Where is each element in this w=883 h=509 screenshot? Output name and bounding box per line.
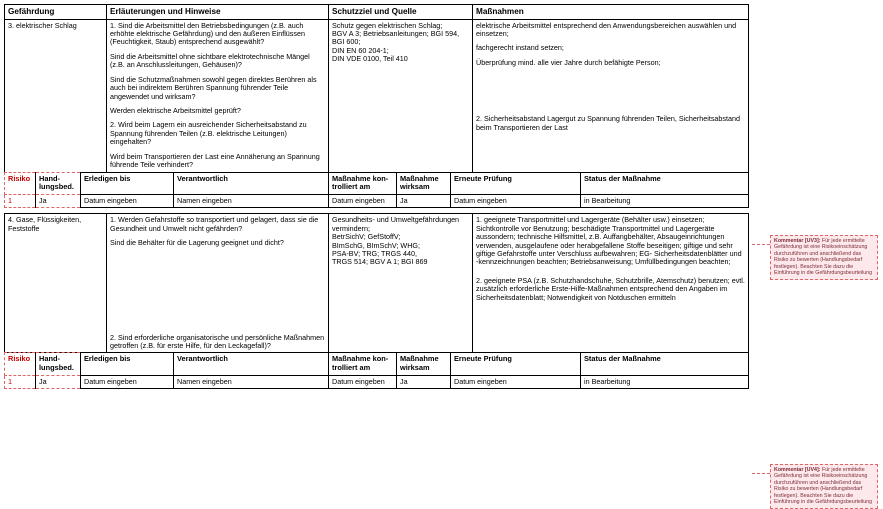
note-paragraph: 2. Wird beim Lagern ein ausreichender Sicherheitsabstand zu Spannung führenden Teilen (z.B. elektrische Leitungen) eingehalten? — [110, 120, 307, 147]
hazard-cell — [5, 214, 107, 353]
action-need-value[interactable]: Ja — [36, 194, 81, 207]
measure-effective-label: Maßnahme wirksam — [397, 172, 451, 194]
recheck-value[interactable]: Datum eingeben — [451, 375, 581, 388]
note-paragraph: Werden elektrische Arbeitsmittel geprüft? — [110, 105, 241, 115]
header-protection: Schutzziel und Quelle — [329, 5, 473, 20]
recheck-label: Erneute Prüfung — [451, 172, 581, 194]
document-page — [0, 4, 883, 508]
measure-effective-value[interactable]: Ja — [397, 375, 451, 388]
done-by-label: Erledigen bis — [81, 353, 174, 375]
measure-checked-label: Maßnahme kon- trolliert am — [329, 353, 397, 375]
measures-cell — [473, 214, 749, 353]
measures-cell — [473, 19, 749, 172]
action-need-label: Hand- lungsbed. — [36, 172, 81, 194]
risk-value-row — [5, 194, 749, 207]
measure-paragraph: elektrische Arbeitsmittel entsprechend den Anwendungsbereichen auswählen und einsetzen; — [476, 20, 737, 39]
risk-subtable-2 — [4, 352, 749, 389]
hazard-title: 3. elektrischer Schlag — [8, 20, 77, 30]
measure-checked-value[interactable]: Datum eingeben — [329, 375, 397, 388]
measure-paragraph: 2. Sicherheitsabstand Lagergut zu Spannung führenden Teilen, Sicherheitsabstand beim Transportieren der Last — [476, 114, 740, 132]
hazard-title: 4. Gase, Flüssigkeiten, Feststoffe — [8, 215, 82, 233]
note-paragraph: Sind die Arbeitsmittel ohne sichtbare elektrotechnische Mängel (z.B. an Anschlussleitungen, Gehäusen)? — [110, 51, 310, 70]
protection-line: TRGS 514; BGV A 1; BGI 869 — [332, 257, 428, 267]
protection-line: BGV A 3; Betriebsanleitungen; BGI 594, BGI 600; — [332, 29, 460, 47]
measure-paragraph: fachgerecht instand setzen; — [476, 43, 564, 53]
measure-paragraph: 2. geeignete PSA (z.B. Schutzhandschuhe, Schutzbrille, Atemschutz) benutzen; evtl. zusätzlich erforderliche Erste-Hilfe-Maßnahmen entsprechend den Angaben im Sicherheitsdatenblatt; Notwendigkeit von Notduschen ermitteln — [476, 275, 745, 302]
table-header-row — [5, 5, 749, 20]
measure-checked-value[interactable]: Datum eingeben — [329, 194, 397, 207]
done-by-value[interactable]: Datum eingeben — [81, 375, 174, 388]
risk-value[interactable]: 1 — [5, 375, 36, 388]
comment-text: Für jede ermittelte Gefährdung ist eine Risikoeinschätzung durchzuführen und anschließend das Risiko zu bewerten (Handlungsbedarf festlegen). Beachten Sie dazu die Einführung in die Gefährdungsbeurteilung — [774, 467, 873, 506]
responsible-value[interactable]: Namen eingeben — [174, 194, 329, 207]
protection-line: DIN EN 60 204-1; — [332, 45, 389, 55]
hazard-cell — [5, 19, 107, 172]
done-by-label: Erledigen bis — [81, 172, 174, 194]
done-by-value[interactable]: Datum eingeben — [81, 194, 174, 207]
protection-line: PSA-BV; TRG; TRGS 440, — [332, 248, 417, 258]
measure-checked-label: Maßnahme kon- trolliert am — [329, 172, 397, 194]
status-label: Status der Maßnahme — [581, 172, 749, 194]
measure-paragraph: 1. geeignete Transportmittel und Lagergeräte (Behälter usw.) einsetzen; Sichtkontrolle vor Benutzung; beschädigte Transportmittel und Lagergeräte aussondern; technische Hilfsmittel, z.B. Auffangbehälter, Absaugeinrichtungen verwenden, ausgelaufene oder herabgefallene Stoffe beseitigen; giftige und sehr giftige Gefahrstoffe unter Verschluss aufbewahren; EG- Sicherheitsdatenblätter und -kennzeichnungen beachten; Betriebsanweisung; Umfüllbedingungen beachten; — [476, 215, 742, 267]
status-label: Status der Maßnahme — [581, 353, 749, 375]
measure-effective-value[interactable]: Ja — [397, 194, 451, 207]
protection-line: DIN VDE 0100, Teil 410 — [332, 54, 408, 64]
table-row — [5, 19, 749, 172]
note-paragraph: Wird beim Transportieren der Last eine Annäherung an Spannung führende Teile verhindert? — [110, 151, 320, 170]
header-hazard: Gefährdung — [5, 5, 107, 20]
action-need-value[interactable]: Ja — [36, 375, 81, 388]
note-paragraph: 1. Werden Gefahrstoffe so transportiert und gelagert, dass sie die Gesundheit und Umwelt nicht gefährden? — [110, 215, 319, 233]
comment-uv3[interactable] — [770, 235, 878, 280]
measure-effective-label: Maßnahme wirksam — [397, 353, 451, 375]
protection-line: Gesundheits- und Umweltgefährdungen vermindern; — [332, 215, 460, 233]
note-paragraph: Sind die Schutzmaßnahmen sowohl gegen direktes Berühren als auch bei indirektem Berühren Spannung führender Teile angewendet und wirksam? — [110, 74, 317, 101]
note-paragraph: 2. Sind erforderliche organisatorische und persönliche Maßnahmen getroffen (z.B. für erste Hilfe, für den Leckagefall)? — [110, 332, 325, 350]
comment-text: Für jede ermittelte Gefährdung ist eine Risikoeinschätzung durchzuführen und anschließend das Risiko zu bewerten (Handlungsbedarf festlegen). Beachten Sie dazu die Einführung in die Gefährdungsbeurteilung — [774, 238, 873, 277]
comment-leader-line — [752, 244, 770, 245]
status-value[interactable]: in Bearbeitung — [581, 194, 749, 207]
comment-uv4[interactable] — [770, 464, 878, 509]
header-notes: Erläuterungen und Hinweise — [107, 5, 329, 20]
risk-header-row — [5, 353, 749, 375]
risk-subtable-1 — [4, 172, 749, 209]
protection-line: BetrSichV; GefStoffV; — [332, 232, 401, 242]
responsible-label: Verantwortlich — [174, 353, 329, 375]
responsible-label: Verantwortlich — [174, 172, 329, 194]
notes-cell — [107, 214, 329, 353]
comment-title: Kommentar [UV3]: — [774, 238, 821, 244]
protection-line: BImSchG, BImSchV; WHG; — [332, 240, 420, 250]
measure-paragraph: Überprüfung mind. alle vier Jahre durch befähigte Person; — [476, 57, 661, 67]
responsible-value[interactable]: Namen eingeben — [174, 375, 329, 388]
action-need-label: Hand- lungsbed. — [36, 353, 81, 375]
recheck-value[interactable]: Datum eingeben — [451, 194, 581, 207]
notes-cell — [107, 19, 329, 172]
risk-assessment-table — [4, 4, 749, 173]
status-value[interactable]: in Bearbeitung — [581, 375, 749, 388]
risk-value[interactable]: 1 — [5, 194, 36, 207]
recheck-label: Erneute Prüfung — [451, 353, 581, 375]
protection-line: Schutz gegen elektrischen Schlag; — [332, 20, 443, 30]
comment-title: Kommentar [UV4]: — [774, 467, 821, 473]
protection-cell — [329, 214, 473, 353]
protection-cell — [329, 19, 473, 172]
table-row — [5, 214, 749, 353]
risk-assessment-table-2 — [4, 213, 749, 353]
header-measures: Maßnahmen — [473, 5, 749, 20]
risk-label: Risiko — [5, 353, 36, 375]
note-paragraph: Sind die Behälter für die Lagerung geeignet und dicht? — [110, 238, 284, 248]
risk-label: Risiko — [5, 172, 36, 194]
risk-header-row — [5, 172, 749, 194]
comment-leader-line — [752, 473, 770, 474]
note-paragraph: 1. Sind die Arbeitsmittel den Betriebsbedingungen (z.B. auch erhöhte elektrische Gefährdung) und den äußeren Einflüssen (Feuchtigkeit, Staub) entsprechend ausgewählt? — [110, 20, 305, 47]
risk-value-row — [5, 375, 749, 388]
